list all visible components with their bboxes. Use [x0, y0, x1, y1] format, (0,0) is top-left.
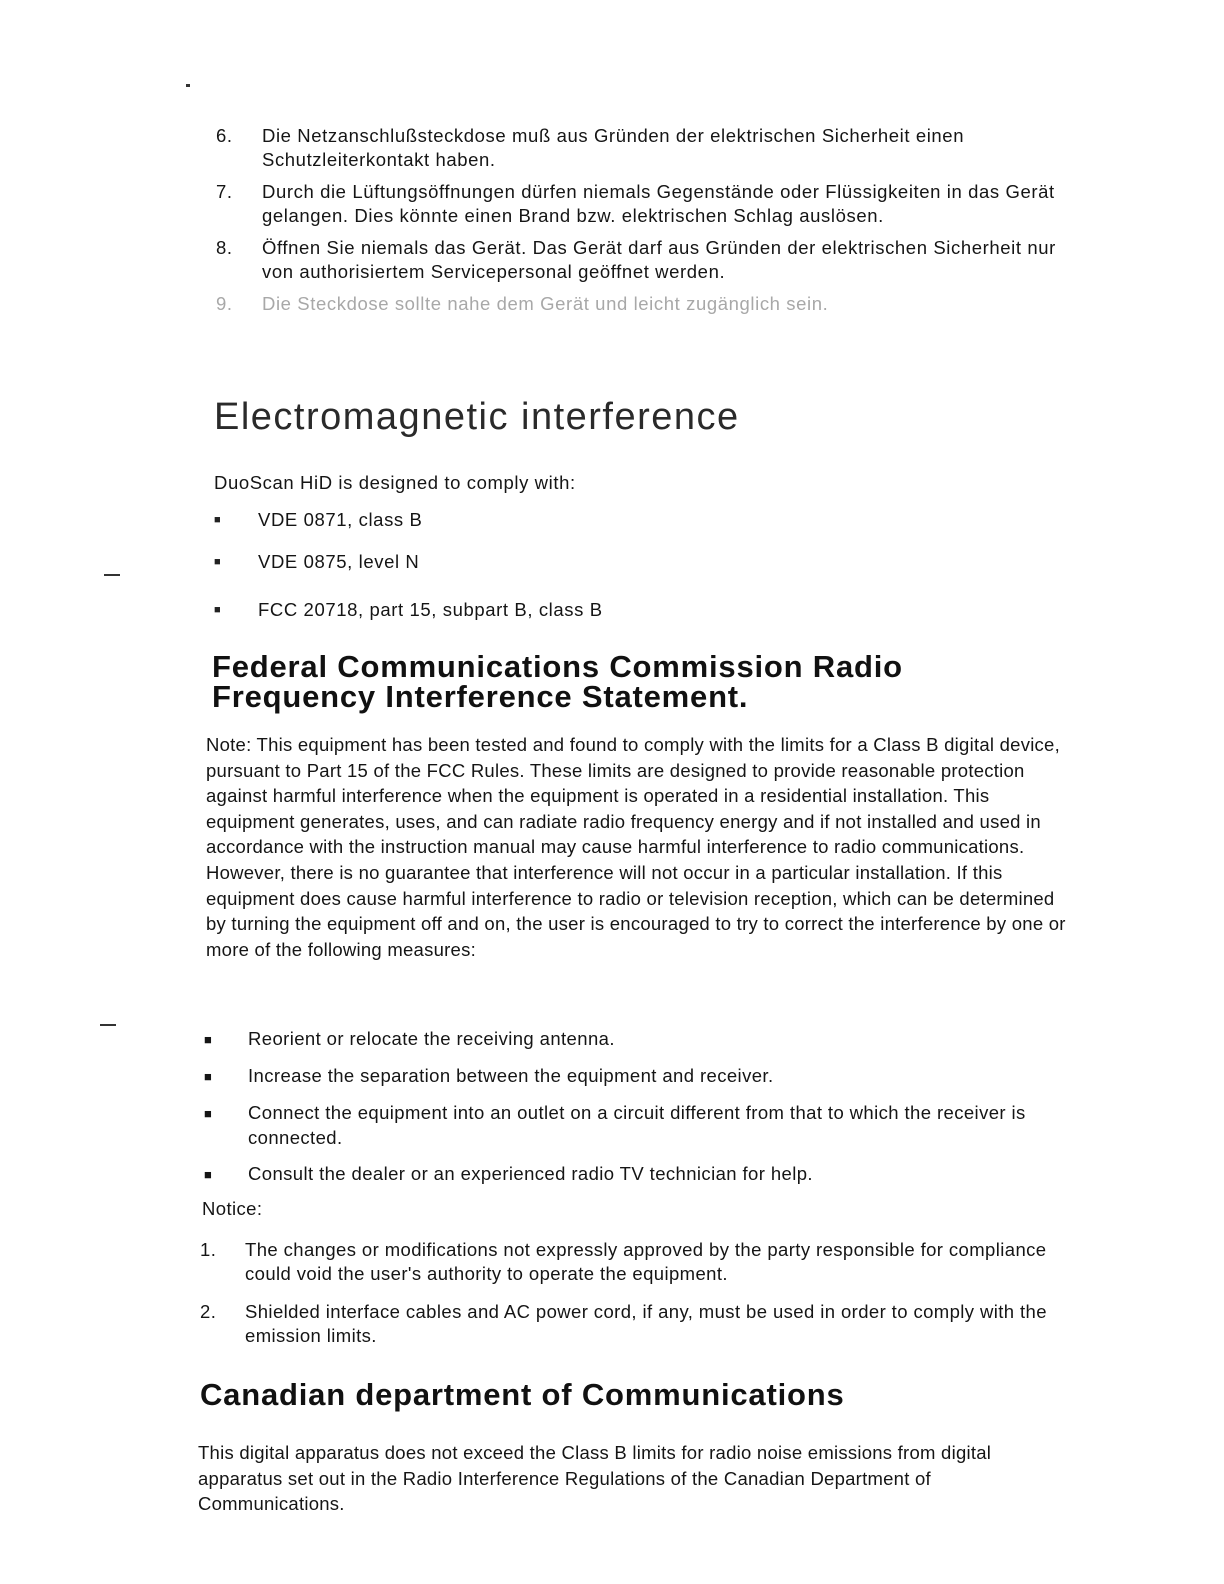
standard-text: VDE 0871, class B — [258, 509, 423, 530]
list-item — [200, 1238, 1060, 1286]
measures-list — [204, 1026, 1064, 1187]
item-number: 1. — [200, 1239, 217, 1260]
fcc-note: Note: This equipment has been tested and found to comply with the limits for a Class B digital device, pursuant to Part 15 of the FCC Rules. These limits are designed to provide reasonable protection against harmful interference when the equipment is operated in a residential installation. This equipment generates, uses, and can radiate radio frequency energy and if not installed and used in accordance with the instruction manual may cause harmful interference to radio communications. However, there is no guarantee that interference will not occur in a particular installation. If this equipment does cause harmful interference to radio or television reception, which can be determined by turning the equipment off and on, the user is encouraged to try to correct the interference by one or more of the following measures: — [206, 734, 1066, 960]
list-item — [214, 550, 914, 574]
standards-list — [214, 508, 914, 622]
list-item — [216, 236, 1076, 284]
item-number: 7. — [216, 181, 233, 202]
bullet-icon: ■ — [214, 604, 222, 616]
list-item — [214, 598, 914, 622]
list-item — [216, 180, 1076, 228]
measure-text: Consult the dealer or an experienced radio TV technician for help. — [248, 1163, 813, 1184]
item-text: Durch die Lüftungsöffnungen dürfen niemals Gegenstände oder Flüssigkeiten in das Gerät gelangen. Dies könnte einen Brand bzw. elektrischen Schlag auslösen. — [262, 181, 1055, 226]
canada-heading: Canadian department of Communications — [200, 1377, 845, 1412]
standard-text: VDE 0875, level N — [258, 551, 420, 572]
item-number: 2. — [200, 1301, 217, 1322]
item-number: 8. — [216, 237, 233, 258]
list-item — [216, 124, 1076, 172]
bullet-icon: ■ — [214, 514, 222, 526]
item-number: 9. — [216, 293, 233, 314]
fcc-heading: Federal Communications Commission Radio Frequency Interference Statement. — [212, 649, 903, 714]
measure-text: Increase the separation between the equipment and receiver. — [248, 1065, 774, 1086]
canada-text: This digital apparatus does not exceed the Class B limits for radio noise emissions from digital apparatus set out in the Radio Interference Regulations of the Canadian Department of Communications. — [198, 1442, 992, 1515]
scan-speck — [186, 84, 190, 87]
bullet-icon: ■ — [204, 1069, 213, 1084]
standard-text: FCC 20718, part 15, subpart B, class B — [258, 599, 603, 620]
scan-speck — [100, 1024, 116, 1026]
list-item — [204, 1100, 1064, 1150]
list-item — [216, 292, 1076, 316]
emi-heading: Electromagnetic interference — [214, 396, 740, 438]
notice-list — [200, 1238, 1060, 1348]
bullet-icon: ■ — [204, 1106, 213, 1121]
item-text: The changes or modifications not expressly approved by the party responsible for compliance could void the user's authority to operate the equipment. — [245, 1239, 1047, 1284]
bullet-icon: ■ — [214, 556, 222, 568]
list-item — [214, 508, 914, 532]
item-text: Die Netzanschlußsteckdose muß aus Gründen der elektrischen Sicherheit einen Schutzleiterkontakt haben. — [262, 125, 965, 170]
list-item — [204, 1026, 1064, 1052]
emi-intro: DuoScan HiD is designed to comply with: — [214, 472, 576, 493]
safety-list — [216, 124, 1076, 324]
list-item — [200, 1300, 1060, 1348]
scan-speck — [104, 574, 120, 576]
notice-label: Notice: — [202, 1198, 263, 1219]
item-text: Shielded interface cables and AC power cord, if any, must be used in order to comply with the emission limits. — [245, 1301, 1047, 1346]
measure-text: Connect the equipment into an outlet on a circuit different from that to which the receiver is connected. — [248, 1102, 1026, 1148]
item-text: Öffnen Sie niemals das Gerät. Das Gerät darf aus Gründen der elektrischen Sicherheit nur von authorisiertem Servicepersonal geöffnet werden. — [262, 237, 1056, 282]
list-item — [204, 1161, 1064, 1187]
list-item — [204, 1063, 1064, 1089]
item-number: 6. — [216, 125, 233, 146]
bullet-icon: ■ — [204, 1167, 213, 1182]
item-text: Die Steckdose sollte nahe dem Gerät und leicht zugänglich sein. — [262, 293, 829, 314]
measure-text: Reorient or relocate the receiving antenna. — [248, 1028, 615, 1049]
bullet-icon: ■ — [204, 1032, 213, 1047]
